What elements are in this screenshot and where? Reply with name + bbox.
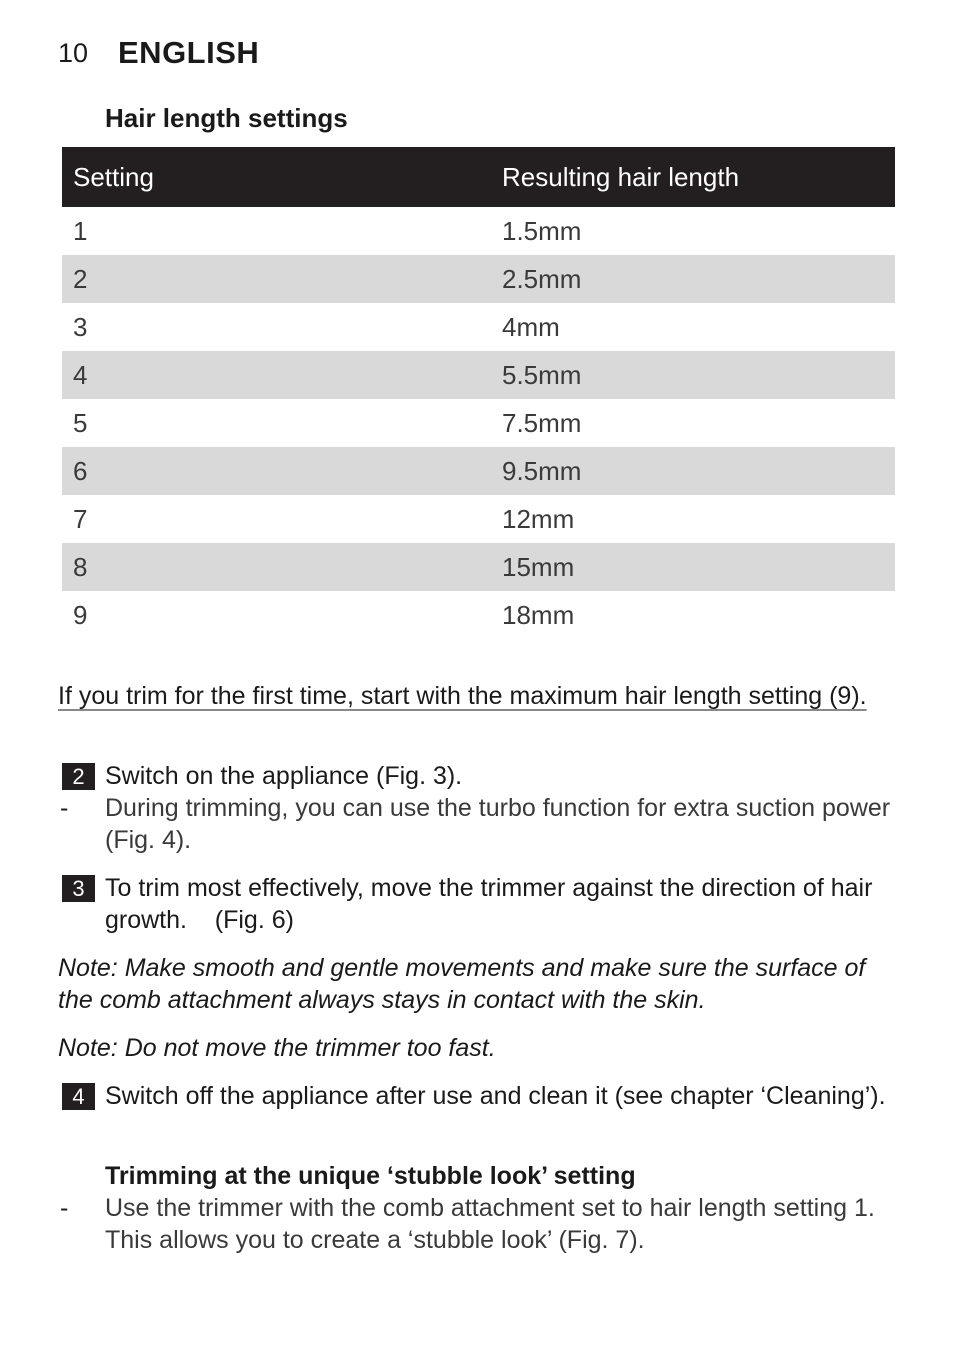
setting-cell: 3	[73, 311, 88, 342]
hair-length-table	[62, 147, 895, 639]
length-cell: 12mm	[502, 503, 575, 534]
table-row	[62, 303, 895, 351]
setting-cell: 8	[73, 551, 88, 582]
bullet-dash: -	[60, 794, 69, 822]
table-row	[62, 591, 895, 639]
step-text: Switch on the appliance (Fig. 3).	[105, 762, 463, 790]
setting-cell: 5	[73, 407, 88, 438]
length-cell: 7.5mm	[502, 407, 582, 438]
step-text: To trim most effectively, move the trimmer against the direction of hair growth. (Fig. 6)	[105, 874, 873, 934]
table-row	[62, 207, 895, 255]
length-cell: 1.5mm	[502, 215, 582, 246]
step-number-badge: 3	[62, 875, 95, 902]
column-header-length: Resulting hair length	[502, 161, 740, 192]
bullet-dash: -	[60, 1194, 69, 1222]
note-smooth-movements: Note: Make smooth and gentle movements and make sure the surface of the comb attachment always stays in contact with the skin.	[58, 954, 866, 1014]
bullet-text: During trimming, you can use the turbo function for extra suction power (Fig. 4).	[105, 794, 891, 854]
length-cell: 4mm	[502, 311, 560, 342]
table-row	[62, 543, 895, 591]
section-title: Hair length settings	[105, 103, 348, 133]
setting-cell: 2	[73, 263, 88, 294]
note-not-too-fast: Note: Do not move the trimmer too fast.	[58, 1034, 496, 1062]
table-row	[62, 399, 895, 447]
setting-cell: 6	[73, 455, 88, 486]
setting-cell: 7	[73, 503, 88, 534]
setting-cell: 1	[73, 215, 88, 246]
page-number: 10	[58, 38, 89, 68]
first-time-tip: If you trim for the first time, start with the maximum hair length setting (9).	[58, 682, 867, 710]
language-heading: ENGLISH	[118, 35, 260, 70]
length-cell: 5.5mm	[502, 359, 582, 390]
step-text: Switch off the appliance after use and clean it (see chapter ‘Cleaning’).	[105, 1082, 886, 1110]
table-header-row	[62, 147, 895, 207]
table-row	[62, 447, 895, 495]
length-cell: 2.5mm	[502, 263, 582, 294]
column-header-setting: Setting	[73, 161, 154, 192]
setting-cell: 4	[73, 359, 88, 390]
length-cell: 18mm	[502, 599, 575, 630]
step-number-badge: 2	[62, 763, 95, 790]
table-row	[62, 495, 895, 543]
table-row	[62, 255, 895, 303]
length-cell: 15mm	[502, 551, 575, 582]
length-cell: 9.5mm	[502, 455, 582, 486]
table-row	[62, 351, 895, 399]
step-number-badge: 4	[62, 1083, 95, 1110]
bullet-text: Use the trimmer with the comb attachment set to hair length setting 1. This allows you to create a ‘stubble look’ (Fig. 7).	[105, 1194, 875, 1254]
setting-cell: 9	[73, 599, 88, 630]
subsection-title: Trimming at the unique ‘stubble look’ setting	[105, 1162, 636, 1190]
